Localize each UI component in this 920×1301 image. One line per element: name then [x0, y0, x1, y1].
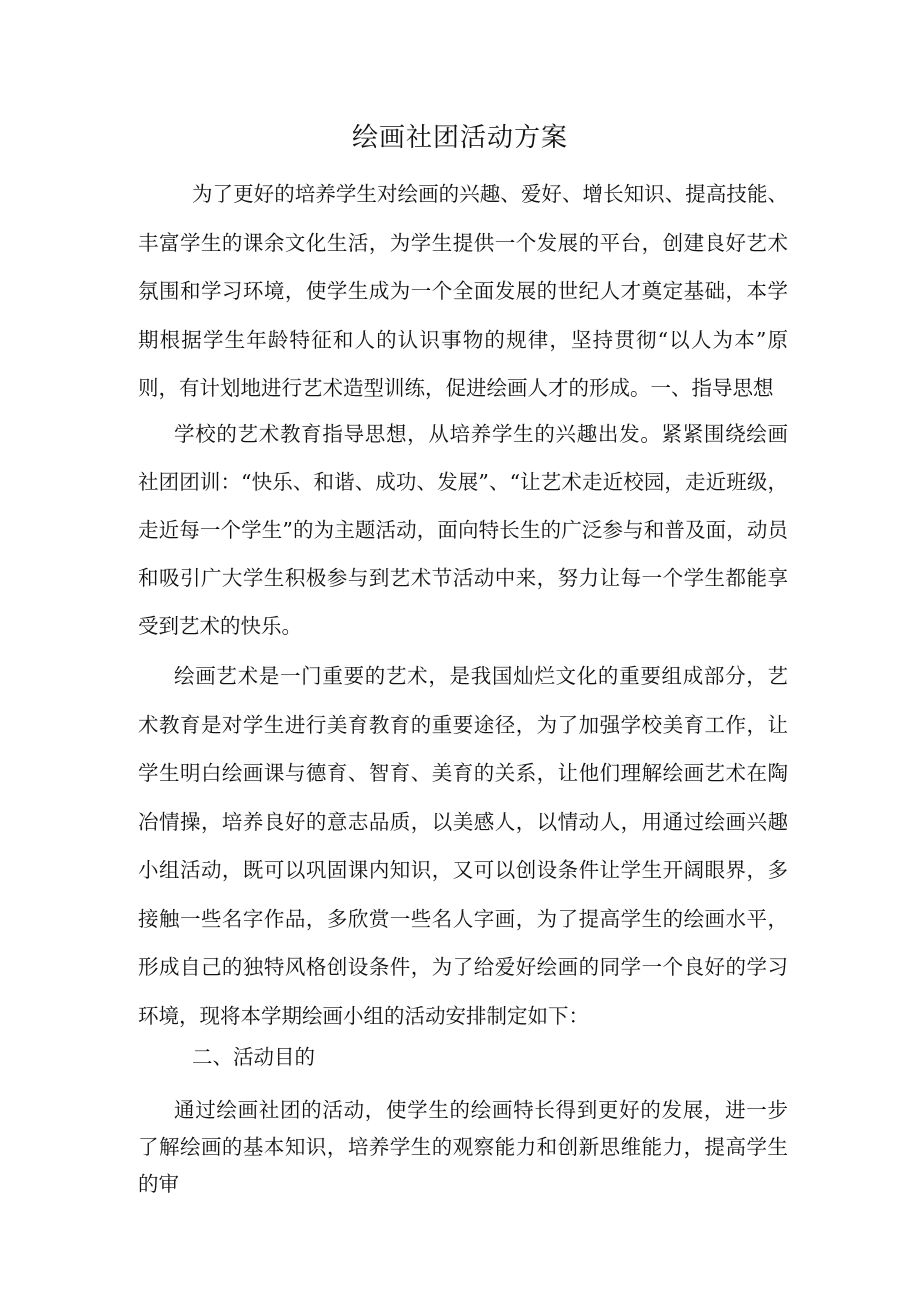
- paragraph-art-education: 绘画艺术是一门重要的艺术，是我国灿烂文化的重要组成部分，艺术教育是对学生进行美育教育的重要途径，为了加强学校美育工作，让学生明白绘画课与德育、智育、美育的关系，让他们理解绘画艺术在陶冶情操，培养良好的意志品质，以美感人，以情动人，用通过绘画兴趣小组活动，既可以巩固课内知识，又可以创设条件让学生开阔眼界，多接触一些名字作品，多欣赏一些名人字画，为了提高学生的绘画水平，形成自己的独特风格创设条件，为了给爱好绘画的同学一个良好的学习环境，现将本学期绘画小组的活动安排制定如下：: [138, 664, 788, 1028]
- paragraph-intro: 为了更好的培养学生对绘画的兴趣、爱好、增长知识、提高技能、丰富学生的课余文化生活，为学生提供一个发展的平台，创建良好艺术氛围和学习环境，使学生成为一个全面发展的世纪人才奠定基础，本学期根据学生年龄特征和人的认识事物的规律，坚持贯彻“以人为本”原则，有计划地进行艺术造型训练，促进绘画人才的形成。一、指导思想: [138, 182, 788, 400]
- paragraph-activity-goals: 通过绘画社团的活动，使学生的绘画特长得到更好的发展，进一步了解绘画的基本知识，培养学生的观察能力和创新思维能力，提高学生的审: [138, 1098, 788, 1196]
- section-heading-activity-goals: 二、活动目的: [192, 1045, 315, 1069]
- document-title: 绘画社团活动方案: [351, 123, 568, 153]
- paragraph-guiding-ideology: 学校的艺术教育指导思想，从培养学生的兴趣出发。紧紧围绕绘画社团团训：“快乐、和谐、成功、发展”、“让艺术走近校园，走近班级，走近每一个学生”的为主题活动，面向特长生的广泛参与和普及面，动员和吸引广大学生积极参与到艺术节活动中来，努力让每一个学生都能享受到艺术的快乐。: [138, 422, 788, 638]
